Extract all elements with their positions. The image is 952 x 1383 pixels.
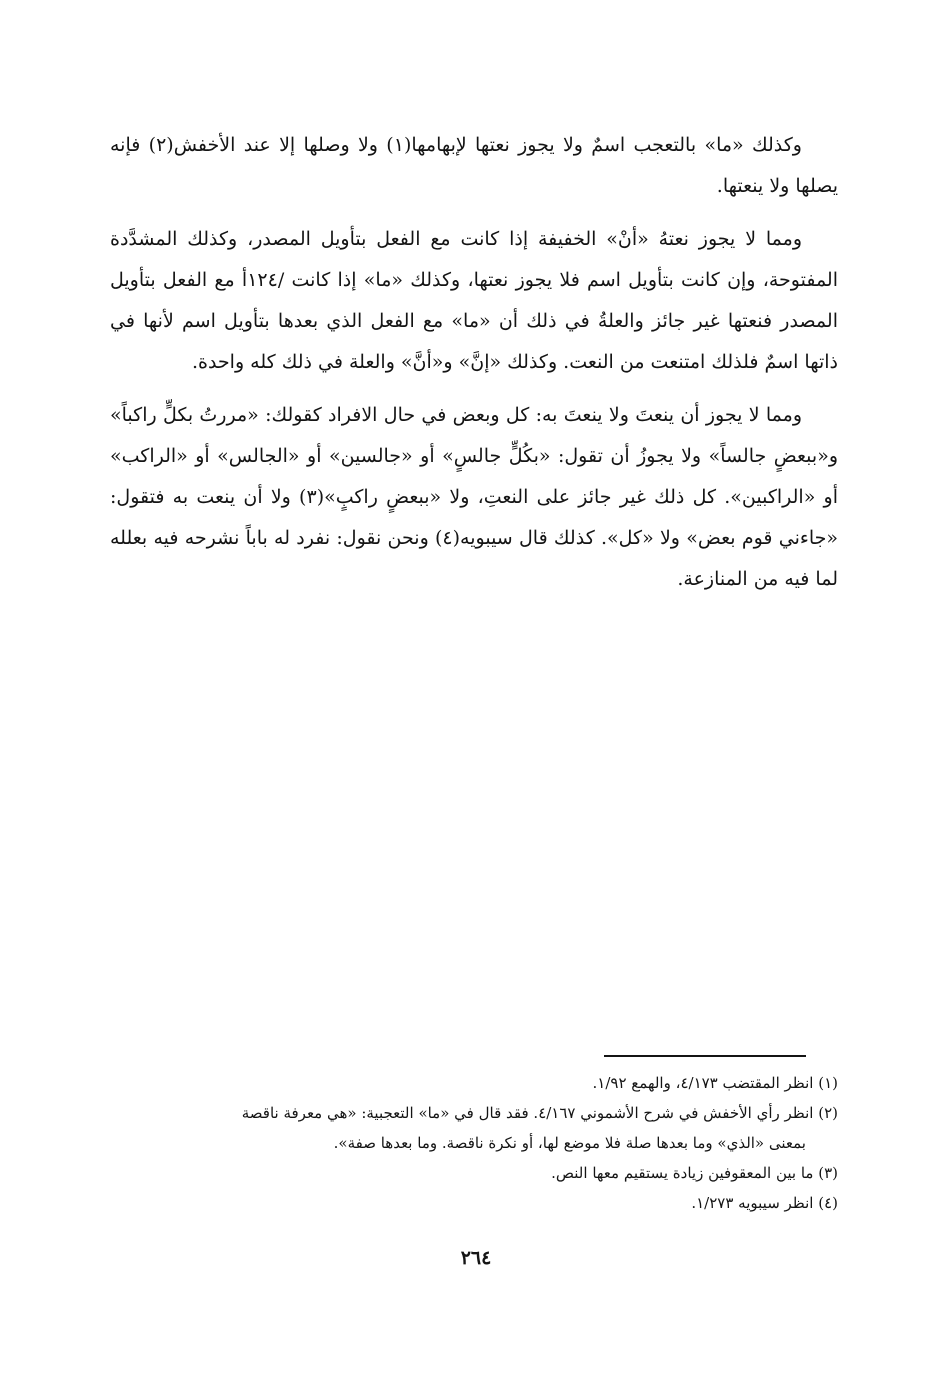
footnote-3: (٣) ما بين المعقوفين زيادة يستقيم معها النص.: [551, 1164, 838, 1182]
paragraph-2: ومما لا يجوز نعتهُ «أنْ» الخفيفة إذا كانت مع الفعل بتأويل المصدر، وكذلك المشدَّدة المفتوحة، وإن كانت بتأويل اسم فلا يجوز نعتها، وكذلك «ما» إذا كانت /١٢٤أ مع الفعل بتأويل المصدر فنعتها غير جائز والعلةُ في ذلك أن «ما» مع الفعل الذي بعدها بتأويل اسم لأنها في ذاتها اسمٌ فلذلك امتنعت من النعت. وكذلك «إنَّ» و«أنَّ» والعلة في ذلك كله واحدة.: [110, 228, 839, 373]
footnote-4: (٤) انظر سيبويه ١/٢٧٣.: [691, 1194, 838, 1212]
main-text-body: [110, 125, 838, 600]
paragraph-1: وكذلك «ما» بالتعجب اسمٌ ولا يجوز نعتها لإبهامها(١) ولا وصلها إلا عند الأخفش(٢) فإنه يصلها ولا ينعتها.: [110, 134, 838, 197]
footnote-divider: [604, 1055, 806, 1057]
footnote-2: (٢) انظر رأي الأخفش في شرح الأشموني ٤/١٦٧. فقد قال في «ما» التعجبية: «هي معرفة ناقصة: [241, 1104, 838, 1122]
page-number: ٢٦٤: [460, 1247, 492, 1269]
footnote-1: (١) انظر المقتضب ٤/١٧٣، والهمع ١/٩٢.: [592, 1074, 838, 1092]
paragraph-3: ومما لا يجوز أن ينعتَ ولا ينعتَ به: كل وبعض في حال الافراد كقولك: «مررتُ بكلٍّ راكباً» و«ببعضٍ جالساً» ولا يجوزُ أن تقول: «بكُلٍّ جالسٍ» أو «جالسين» أو «الجالس» أو «الراكب» أو «الراكبين». كل ذلك غير جائز على النعتِ، ولا «ببعضٍ راكبٍ»(٣) ولا أن ينعت به فتقول: «جاءني قوم بعض» ولا «كل». كذلك قال سيبويه(٤) ونحن نقول: نفرد له باباً نشرحه فيه بعلله لما فيه من المنازعة.: [110, 404, 838, 590]
footnotes-section: [110, 1068, 838, 1218]
footnote-2-continuation: بمعنى «الذي» وما بعدها صلة فلا موضع لها، أو نكرة ناقصة. وما بعدها صفة».: [333, 1134, 806, 1152]
